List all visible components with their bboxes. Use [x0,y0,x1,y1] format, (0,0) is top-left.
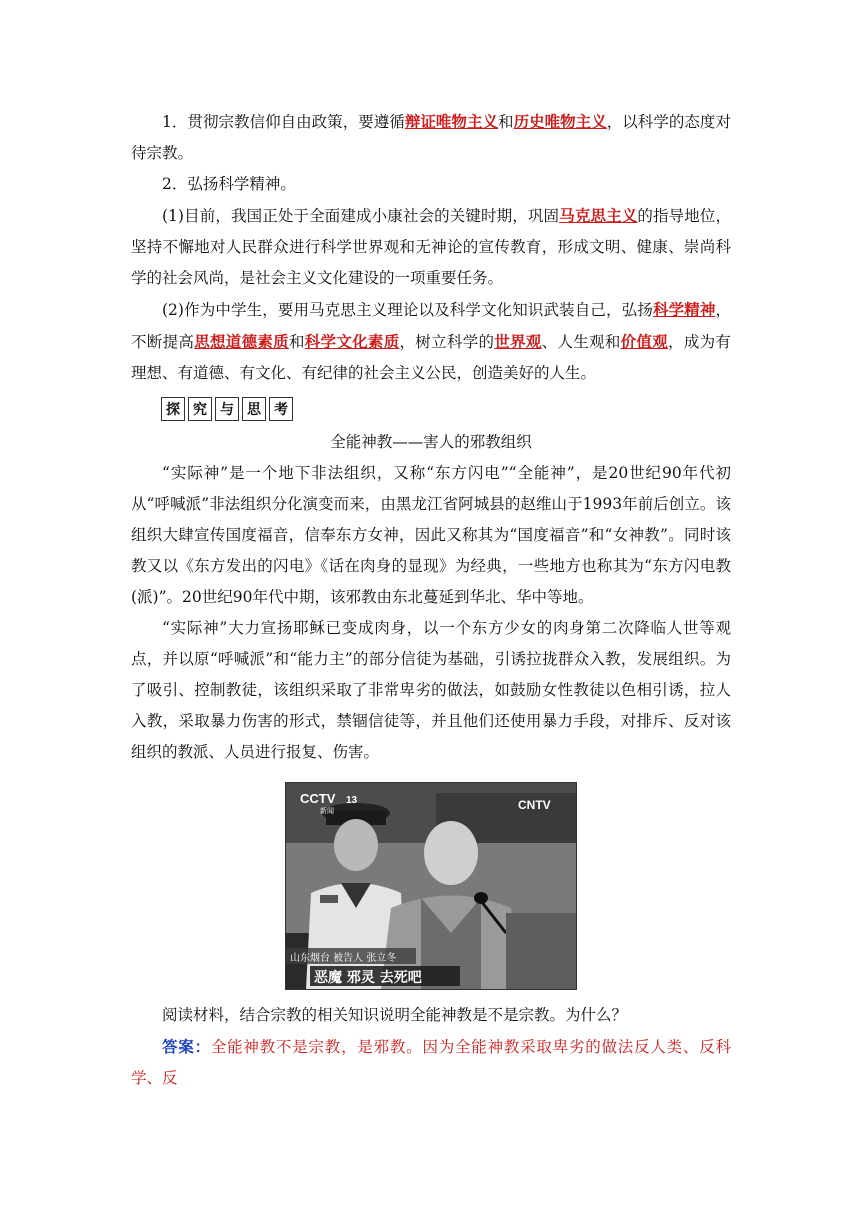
highlight-historical-materialism: 历史唯物主义 [513,112,607,131]
highlight-values: 价值观 [620,332,669,351]
question-text: 阅读材料，结合宗教的相关知识说明全能神教是不是宗教。为什么？ [162,1006,628,1024]
story-paragraph-1: “实际神”是一个地下非法组织，又称“东方闪电”“全能神”，是20世纪90年代初从“呼喊派”非法组织分化演变而来，由黑龙江省阿城县的赵维山于1993年前后创立。该组织大肆宣传国度福音，信奉东方女神，因此又称其为“国度福音”和“女神教”。同时该教又以《东方发出的闪电》《话在肉身的显现》为经典，一些地方也称其为“东方闪电教(派)”。20世纪90年代中期，该邪教由东北蔓延到华北、华中等地。 [131,464,731,606]
tag-char: 究 [188,397,212,421]
document-page [131,106,731,1094]
highlight-dialectical-materialism: 辩证唯物主义 [404,112,499,131]
paragraph-religion-policy [131,106,731,169]
explore-think-label [161,397,731,421]
photo-container [131,782,731,990]
photo-caption-bottom: 恶魔 邪灵 去死吧 [314,970,422,986]
tag-char: 考 [269,397,293,421]
text-segment: ，树立科学的 [399,333,495,351]
tv-logo-number: 13 [346,795,358,806]
paragraph-science-spirit-heading: 2．弘扬科学精神。 [162,175,296,193]
text-segment: (2)作为中学生，要用马克思主义理论以及科学文化知识武装自己，弘扬 [162,301,653,319]
highlight-worldview: 世界观 [494,332,542,351]
text-segment: 和 [498,113,514,131]
courtroom-photo [285,782,577,990]
story-paragraph-2: “实际神”大力宣扬耶稣已变成肉身，以一个东方少女的肉身第二次降临人世等观点，并以原“呼喊派”和“能力主”的部分信徒为基础，引诱拉拢群众入教，发展组织。为了吸引、控制教徒，该组织采取了非常卑劣的做法，如鼓励女性教徒以色相引诱，拉人入教，采取暴力伤害的形式，禁锢信徒等，并且他们还使用暴力手段，对排斥、反对该组织的教派、人员进行报复、伤害。 [131,619,731,761]
text-segment: ，成为有理想、有道德、有文化、有纪律的社会主义公民，创造美好的人生。 [131,333,731,382]
paragraph-current-period [131,200,731,294]
highlight-science-quality: 科学文化素质 [304,332,400,351]
text-segment: ，不断提高 [131,301,731,351]
answer-label: 答案： [162,1037,211,1056]
tv-logo-right: CNTV [518,798,551,812]
story-title: 全能神教——害人的邪教组织 [330,433,532,451]
answer-paragraph [131,1031,731,1094]
photo-caption-top: 山东烟台 被告人 张立冬 [290,953,397,964]
tag-char: 探 [161,397,185,421]
tag-char: 思 [242,397,266,421]
highlight-moral-quality: 思想道德素质 [194,332,289,351]
text-segment: 的指导地位，坚持不懈地对人民群众进行科学世界观和无神论的宣传教育，形成文明、健康、崇尚科学的社会风尚，是社会主义文化建设的一项重要任务。 [131,207,731,287]
text-segment: 1．贯彻宗教信仰自由政策，要遵循 [162,113,405,131]
answer-text: 全能神教不是宗教，是邪教。因为全能神教采取卑劣的做法反人类、反科学、反 [131,1038,731,1087]
text-segment: 和 [288,333,305,351]
text-segment: ，以科学的态度对待宗教。 [131,113,731,162]
courtroom-illustration [286,783,576,989]
tag-char: 与 [215,397,239,421]
tv-logo-sub: 新闻 [320,807,334,815]
highlight-marxism: 马克思主义 [559,206,638,225]
highlight-science-spirit: 科学精神 [652,300,716,319]
tv-logo-left: CCTV [300,791,336,806]
paragraph-students [131,294,731,389]
text-segment: 、人生观和 [541,333,621,351]
text-segment: (1)目前，我国正处于全面建成小康社会的关键时期，巩固 [162,207,560,225]
